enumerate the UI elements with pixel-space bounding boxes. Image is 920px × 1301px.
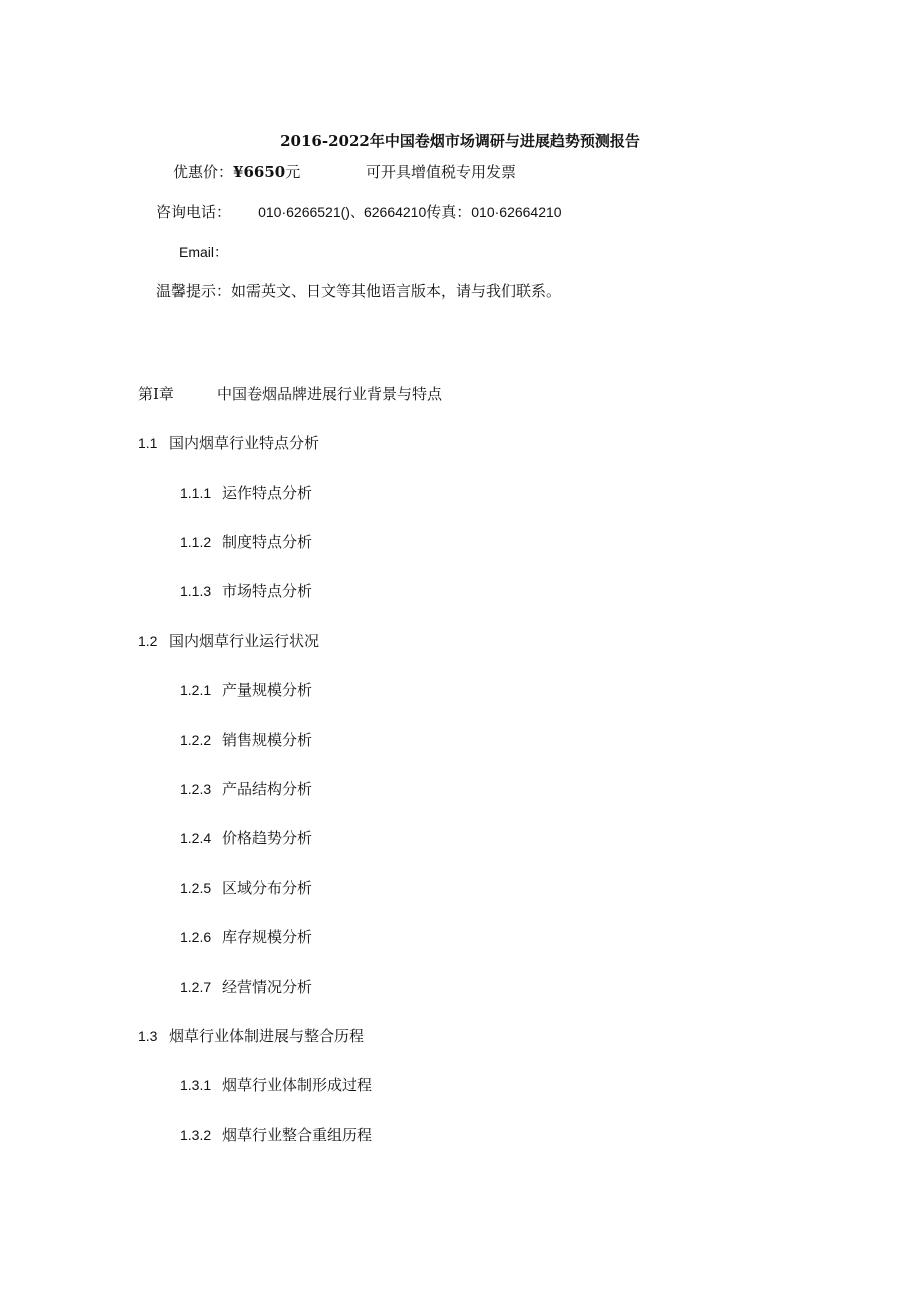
toc-entry <box>180 531 312 552</box>
phone-label: 咨询电话： <box>156 203 232 221</box>
toc-number: 1.2.1 <box>180 682 212 698</box>
toc-entry <box>180 679 312 700</box>
toc-entry <box>138 630 319 651</box>
toc-number: 1.3 <box>138 1028 158 1044</box>
toc-entry <box>138 432 319 453</box>
toc-entry <box>180 482 312 503</box>
toc-number: 1.2 <box>138 633 158 649</box>
toc-title: 运作特点分析 <box>222 484 313 502</box>
toc-entry <box>180 877 312 898</box>
toc-title: 烟草行业体制进展与整合历程 <box>169 1027 365 1045</box>
chapter-number: 第I章 <box>138 385 174 403</box>
toc-entry <box>180 729 312 750</box>
toc-entry <box>180 778 312 799</box>
toc-title: 经营情况分析 <box>222 978 313 996</box>
toc-title: 烟草行业整合重组历程 <box>222 1126 373 1144</box>
toc-title: 国内烟草行业运行状况 <box>169 632 320 650</box>
toc-chapter <box>138 383 442 404</box>
toc-number: 1.1 <box>138 435 158 451</box>
toc-title: 市场特点分析 <box>222 582 313 600</box>
toc-number: 1.3.1 <box>180 1077 212 1093</box>
price-line <box>173 161 300 182</box>
phone-value: 010·6266521()、62664210 <box>258 204 427 220</box>
toc-entry <box>180 1074 372 1095</box>
toc-number: 1.1.2 <box>180 534 212 550</box>
fax-label: 传真： <box>426 203 472 221</box>
toc-number: 1.2.2 <box>180 732 212 748</box>
toc-entry <box>180 1124 372 1145</box>
price-unit: 元 <box>285 163 301 181</box>
phone-line <box>156 201 562 222</box>
toc-number: 1.1.3 <box>180 583 212 599</box>
email-label: Email： <box>179 244 229 260</box>
fax-value: 010·62664210 <box>471 204 562 220</box>
toc-title: 国内烟草行业特点分析 <box>169 434 320 452</box>
chapter-title: 中国卷烟品牌进展行业背景与特点 <box>217 385 443 403</box>
toc-title: 产量规模分析 <box>222 681 313 699</box>
toc-number: 1.2.7 <box>180 979 212 995</box>
toc-number: 1.3.2 <box>180 1127 212 1143</box>
toc-entry <box>180 580 312 601</box>
toc-title: 价格趋势分析 <box>222 829 313 847</box>
toc-entry <box>138 1025 364 1046</box>
price-label: 优惠价： <box>173 163 234 181</box>
toc-number: 1.2.3 <box>180 781 212 797</box>
price-value: ¥6650 <box>233 163 286 181</box>
report-title: 2016-2022年中国卷烟市场调研与进展趋势预测报告 <box>280 132 640 150</box>
toc-title: 销售规模分析 <box>222 731 313 749</box>
toc-title: 烟草行业体制形成过程 <box>222 1076 373 1094</box>
toc-entry <box>180 926 312 947</box>
toc-entry <box>180 827 312 848</box>
toc-number: 1.1.1 <box>180 485 212 501</box>
toc-title: 制度特点分析 <box>222 533 313 551</box>
toc-title: 区域分布分析 <box>222 879 313 897</box>
toc-entry <box>180 976 312 997</box>
notice-text: 温馨提示：如需英文、日文等其他语言版本，请与我们联系。 <box>156 282 562 300</box>
toc-number: 1.2.6 <box>180 929 212 945</box>
toc-title: 产品结构分析 <box>222 780 313 798</box>
invoice-note: 可开具增值税专用发票 <box>366 163 517 181</box>
toc-number: 1.2.5 <box>180 880 212 896</box>
toc-number: 1.2.4 <box>180 830 212 846</box>
toc-title: 库存规模分析 <box>222 928 313 946</box>
